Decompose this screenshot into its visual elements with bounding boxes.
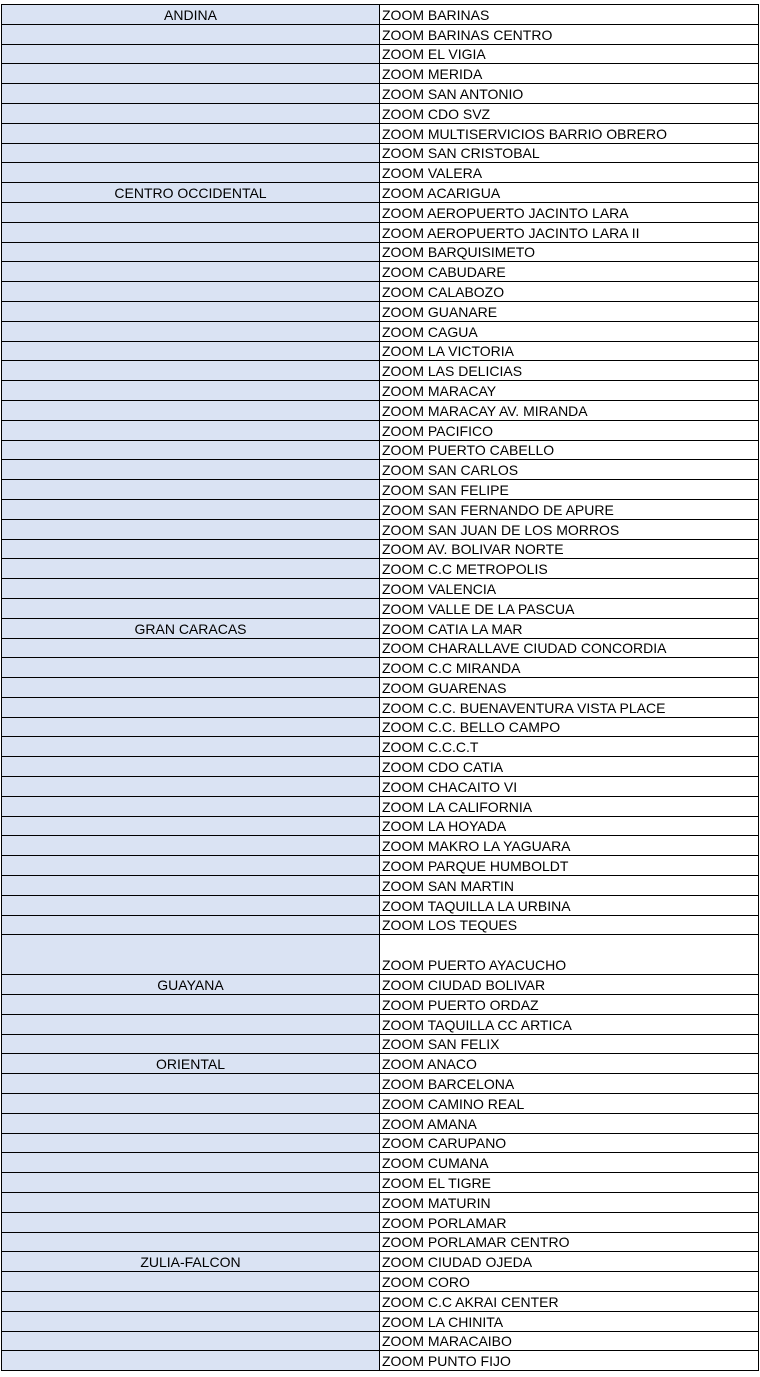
table-row bbox=[2, 1113, 759, 1133]
table-row bbox=[2, 836, 759, 856]
table-row bbox=[2, 975, 759, 995]
table-row bbox=[2, 440, 759, 460]
office-cell[interactable]: ZOOM CHARALLAVE CIUDAD CONCORDIA bbox=[380, 638, 759, 658]
region-cell[interactable] bbox=[2, 84, 380, 104]
region-cell[interactable] bbox=[2, 341, 380, 361]
office-cell[interactable]: ZOOM C.C METROPOLIS bbox=[380, 559, 759, 579]
office-cell[interactable]: ZOOM PUERTO CABELLO bbox=[380, 440, 759, 460]
table-row bbox=[2, 1351, 759, 1371]
region-cell[interactable] bbox=[2, 64, 380, 84]
region-cell[interactable] bbox=[2, 777, 380, 797]
region-cell[interactable] bbox=[2, 658, 380, 678]
office-cell[interactable]: ZOOM CIUDAD BOLIVAR bbox=[380, 975, 759, 995]
office-cell[interactable]: ZOOM MATURIN bbox=[380, 1193, 759, 1213]
region-cell[interactable] bbox=[2, 836, 380, 856]
office-cell[interactable]: ZOOM CAMINO REAL bbox=[380, 1094, 759, 1114]
office-cell[interactable]: ZOOM AV. BOLIVAR NORTE bbox=[380, 539, 759, 559]
region-cell[interactable] bbox=[2, 559, 380, 579]
office-cell[interactable]: ZOOM PORLAMAR CENTRO bbox=[380, 1232, 759, 1252]
region-cell[interactable] bbox=[2, 915, 380, 935]
table-row bbox=[2, 301, 759, 321]
region-cell[interactable] bbox=[2, 499, 380, 519]
table-row bbox=[2, 935, 759, 975]
region-cell[interactable] bbox=[2, 1292, 380, 1312]
table-row bbox=[2, 163, 759, 183]
table-row bbox=[2, 796, 759, 816]
region-cell[interactable] bbox=[2, 638, 380, 658]
office-cell[interactable]: ZOOM PARQUE HUMBOLDT bbox=[380, 856, 759, 876]
table-row bbox=[2, 579, 759, 599]
region-cell[interactable] bbox=[2, 678, 380, 698]
region-cell[interactable] bbox=[2, 202, 380, 222]
office-cell[interactable]: ZOOM CABUDARE bbox=[380, 262, 759, 282]
region-cell[interactable] bbox=[2, 876, 380, 896]
table-row bbox=[2, 321, 759, 341]
region-cell[interactable] bbox=[2, 301, 380, 321]
table-row bbox=[2, 24, 759, 44]
table-row bbox=[2, 717, 759, 737]
office-cell[interactable]: ZOOM EL VIGIA bbox=[380, 44, 759, 64]
region-cell[interactable]: ORIENTAL bbox=[2, 1054, 380, 1074]
table-row bbox=[2, 143, 759, 163]
region-cell[interactable] bbox=[2, 519, 380, 539]
table-row bbox=[2, 480, 759, 500]
office-cell[interactable]: ZOOM PORLAMAR bbox=[380, 1212, 759, 1232]
table-row bbox=[2, 1094, 759, 1114]
region-cell[interactable] bbox=[2, 1113, 380, 1133]
region-cell[interactable] bbox=[2, 539, 380, 559]
office-cell[interactable]: ZOOM VALENCIA bbox=[380, 579, 759, 599]
region-cell[interactable] bbox=[2, 1193, 380, 1213]
office-cell[interactable]: ZOOM CDO CATIA bbox=[380, 757, 759, 777]
table-row bbox=[2, 697, 759, 717]
table-row bbox=[2, 499, 759, 519]
table-row bbox=[2, 895, 759, 915]
office-cell[interactable]: ZOOM C.C AKRAI CENTER bbox=[380, 1292, 759, 1312]
table-row bbox=[2, 44, 759, 64]
table-row bbox=[2, 1331, 759, 1351]
region-cell[interactable] bbox=[2, 1173, 380, 1193]
office-cell[interactable]: ZOOM AEROPUERTO JACINTO LARA II bbox=[380, 222, 759, 242]
table-row bbox=[2, 618, 759, 638]
office-cell[interactable]: ZOOM AEROPUERTO JACINTO LARA bbox=[380, 202, 759, 222]
office-cell[interactable]: ZOOM SAN JUAN DE LOS MORROS bbox=[380, 519, 759, 539]
table-row bbox=[2, 1252, 759, 1272]
region-cell[interactable] bbox=[2, 935, 380, 975]
office-cell[interactable]: ZOOM SAN FELIPE bbox=[380, 480, 759, 500]
office-cell[interactable]: ZOOM CALABOZO bbox=[380, 282, 759, 302]
office-cell[interactable]: ZOOM GUARENAS bbox=[380, 678, 759, 698]
table-row bbox=[2, 202, 759, 222]
table-row bbox=[2, 757, 759, 777]
table-row bbox=[2, 1212, 759, 1232]
table-row bbox=[2, 1292, 759, 1312]
table-row bbox=[2, 460, 759, 480]
region-cell[interactable] bbox=[2, 598, 380, 618]
office-table-body bbox=[2, 5, 759, 1371]
office-cell[interactable]: ZOOM VALLE DE LA PASCUA bbox=[380, 598, 759, 618]
office-cell[interactable]: ZOOM PUERTO AYACUCHO bbox=[380, 935, 759, 975]
table-row bbox=[2, 341, 759, 361]
table-row bbox=[2, 816, 759, 836]
region-cell[interactable] bbox=[2, 282, 380, 302]
region-cell[interactable]: ANDINA bbox=[2, 5, 380, 25]
table-row bbox=[2, 64, 759, 84]
region-cell[interactable] bbox=[2, 361, 380, 381]
office-cell[interactable]: ZOOM MULTISERVICIOS BARRIO OBRERO bbox=[380, 123, 759, 143]
office-cell[interactable]: ZOOM CDO SVZ bbox=[380, 103, 759, 123]
region-cell[interactable] bbox=[2, 123, 380, 143]
office-cell[interactable]: ZOOM AMANA bbox=[380, 1113, 759, 1133]
office-cell[interactable]: ZOOM EL TIGRE bbox=[380, 1173, 759, 1193]
region-cell[interactable] bbox=[2, 24, 380, 44]
office-cell[interactable]: ZOOM TAQUILLA CC ARTICA bbox=[380, 1014, 759, 1034]
table-row bbox=[2, 678, 759, 698]
office-table bbox=[1, 4, 759, 1371]
table-row bbox=[2, 539, 759, 559]
table-row bbox=[2, 876, 759, 896]
office-cell[interactable]: ZOOM LA VICTORIA bbox=[380, 341, 759, 361]
office-cell[interactable]: ZOOM CARUPANO bbox=[380, 1133, 759, 1153]
office-cell[interactable]: ZOOM CUMANA bbox=[380, 1153, 759, 1173]
region-cell[interactable] bbox=[2, 737, 380, 757]
table-row bbox=[2, 1311, 759, 1331]
region-cell[interactable] bbox=[2, 1094, 380, 1114]
office-cell[interactable]: ZOOM SAN MARTIN bbox=[380, 876, 759, 896]
office-cell[interactable]: ZOOM LAS DELICIAS bbox=[380, 361, 759, 381]
region-cell[interactable] bbox=[2, 796, 380, 816]
table-row bbox=[2, 856, 759, 876]
office-cell[interactable]: ZOOM MARACAY AV. MIRANDA bbox=[380, 400, 759, 420]
region-cell[interactable] bbox=[2, 1311, 380, 1331]
table-row bbox=[2, 658, 759, 678]
office-cell[interactable]: ZOOM MARACAY bbox=[380, 381, 759, 401]
office-cell[interactable]: ZOOM SAN CRISTOBAL bbox=[380, 143, 759, 163]
region-cell[interactable] bbox=[2, 400, 380, 420]
office-cell[interactable]: ZOOM BARINAS CENTRO bbox=[380, 24, 759, 44]
office-cell[interactable]: ZOOM SAN FELIX bbox=[380, 1034, 759, 1054]
table-row bbox=[2, 1054, 759, 1074]
region-cell[interactable]: ZULIA-FALCON bbox=[2, 1252, 380, 1272]
office-cell[interactable]: ZOOM LA CHINITA bbox=[380, 1311, 759, 1331]
region-cell[interactable] bbox=[2, 321, 380, 341]
region-cell[interactable] bbox=[2, 995, 380, 1015]
region-cell[interactable]: GRAN CARACAS bbox=[2, 618, 380, 638]
table-row bbox=[2, 381, 759, 401]
table-row bbox=[2, 1074, 759, 1094]
office-cell[interactable]: ZOOM ANACO bbox=[380, 1054, 759, 1074]
region-cell[interactable] bbox=[2, 757, 380, 777]
office-cell[interactable]: ZOOM LA CALIFORNIA bbox=[380, 796, 759, 816]
region-cell[interactable]: GUAYANA bbox=[2, 975, 380, 995]
office-cell[interactable]: ZOOM MERIDA bbox=[380, 64, 759, 84]
office-cell[interactable]: ZOOM CIUDAD OJEDA bbox=[380, 1252, 759, 1272]
office-cell[interactable]: ZOOM CAGUA bbox=[380, 321, 759, 341]
table-row bbox=[2, 103, 759, 123]
office-cell[interactable]: ZOOM C.C.C.T bbox=[380, 737, 759, 757]
region-cell[interactable] bbox=[2, 579, 380, 599]
region-cell[interactable] bbox=[2, 1212, 380, 1232]
table-row bbox=[2, 777, 759, 797]
table-row bbox=[2, 737, 759, 757]
table-row bbox=[2, 262, 759, 282]
office-cell[interactable]: ZOOM PACIFICO bbox=[380, 420, 759, 440]
region-cell[interactable] bbox=[2, 1232, 380, 1252]
table-row bbox=[2, 84, 759, 104]
region-cell[interactable] bbox=[2, 420, 380, 440]
office-cell[interactable]: ZOOM CHACAITO VI bbox=[380, 777, 759, 797]
table-row bbox=[2, 915, 759, 935]
office-cell[interactable]: ZOOM BARQUISIMETO bbox=[380, 242, 759, 262]
table-row bbox=[2, 420, 759, 440]
table-row bbox=[2, 1133, 759, 1153]
table-row bbox=[2, 559, 759, 579]
table-row bbox=[2, 1014, 759, 1034]
table-row bbox=[2, 1272, 759, 1292]
office-cell[interactable]: ZOOM CORO bbox=[380, 1272, 759, 1292]
region-cell[interactable] bbox=[2, 697, 380, 717]
region-cell[interactable] bbox=[2, 1272, 380, 1292]
office-cell[interactable]: ZOOM GUANARE bbox=[380, 301, 759, 321]
region-cell[interactable] bbox=[2, 242, 380, 262]
office-cell[interactable]: ZOOM CATIA LA MAR bbox=[380, 618, 759, 638]
table-row bbox=[2, 638, 759, 658]
table-row bbox=[2, 1232, 759, 1252]
region-cell[interactable] bbox=[2, 816, 380, 836]
table-row bbox=[2, 1153, 759, 1173]
region-cell[interactable] bbox=[2, 460, 380, 480]
table-row bbox=[2, 1034, 759, 1054]
table-row bbox=[2, 222, 759, 242]
region-cell[interactable] bbox=[2, 1153, 380, 1173]
office-cell[interactable]: ZOOM C.C MIRANDA bbox=[380, 658, 759, 678]
region-cell[interactable] bbox=[2, 480, 380, 500]
office-cell[interactable]: ZOOM PUNTO FIJO bbox=[380, 1351, 759, 1371]
region-cell[interactable] bbox=[2, 222, 380, 242]
table-row bbox=[2, 1193, 759, 1213]
office-cell[interactable]: ZOOM C.C. BUENAVENTURA VISTA PLACE bbox=[380, 697, 759, 717]
table-row bbox=[2, 400, 759, 420]
office-cell[interactable]: ZOOM LA HOYADA bbox=[380, 816, 759, 836]
region-cell[interactable] bbox=[2, 717, 380, 737]
region-cell[interactable] bbox=[2, 1014, 380, 1034]
region-cell[interactable] bbox=[2, 895, 380, 915]
region-cell[interactable] bbox=[2, 103, 380, 123]
table-row bbox=[2, 242, 759, 262]
table-row bbox=[2, 598, 759, 618]
office-cell[interactable]: ZOOM PUERTO ORDAZ bbox=[380, 995, 759, 1015]
office-cell[interactable]: ZOOM TAQUILLA LA URBINA bbox=[380, 895, 759, 915]
region-cell[interactable]: CENTRO OCCIDENTAL bbox=[2, 183, 380, 203]
table-row bbox=[2, 361, 759, 381]
table-row bbox=[2, 123, 759, 143]
office-cell[interactable]: ZOOM BARINAS bbox=[380, 5, 759, 25]
office-cell[interactable]: ZOOM ACARIGUA bbox=[380, 183, 759, 203]
table-row bbox=[2, 282, 759, 302]
region-cell[interactable] bbox=[2, 1133, 380, 1153]
region-cell[interactable] bbox=[2, 262, 380, 282]
region-cell[interactable] bbox=[2, 856, 380, 876]
table-row bbox=[2, 183, 759, 203]
office-cell[interactable]: ZOOM MAKRO LA YAGUARA bbox=[380, 836, 759, 856]
region-cell[interactable] bbox=[2, 1331, 380, 1351]
table-row bbox=[2, 5, 759, 25]
office-cell[interactable]: ZOOM SAN FERNANDO DE APURE bbox=[380, 499, 759, 519]
region-cell[interactable] bbox=[2, 163, 380, 183]
table-row bbox=[2, 1173, 759, 1193]
office-cell[interactable]: ZOOM SAN ANTONIO bbox=[380, 84, 759, 104]
region-cell[interactable] bbox=[2, 1351, 380, 1371]
region-cell[interactable] bbox=[2, 440, 380, 460]
office-cell[interactable]: ZOOM SAN CARLOS bbox=[380, 460, 759, 480]
table-row bbox=[2, 995, 759, 1015]
office-cell[interactable]: ZOOM C.C. BELLO CAMPO bbox=[380, 717, 759, 737]
region-cell[interactable] bbox=[2, 1074, 380, 1094]
table-row bbox=[2, 519, 759, 539]
office-cell[interactable]: ZOOM MARACAIBO bbox=[380, 1331, 759, 1351]
office-cell[interactable]: ZOOM BARCELONA bbox=[380, 1074, 759, 1094]
region-cell[interactable] bbox=[2, 381, 380, 401]
office-cell[interactable]: ZOOM VALERA bbox=[380, 163, 759, 183]
office-cell[interactable]: ZOOM LOS TEQUES bbox=[380, 915, 759, 935]
region-cell[interactable] bbox=[2, 143, 380, 163]
region-cell[interactable] bbox=[2, 1034, 380, 1054]
region-cell[interactable] bbox=[2, 44, 380, 64]
